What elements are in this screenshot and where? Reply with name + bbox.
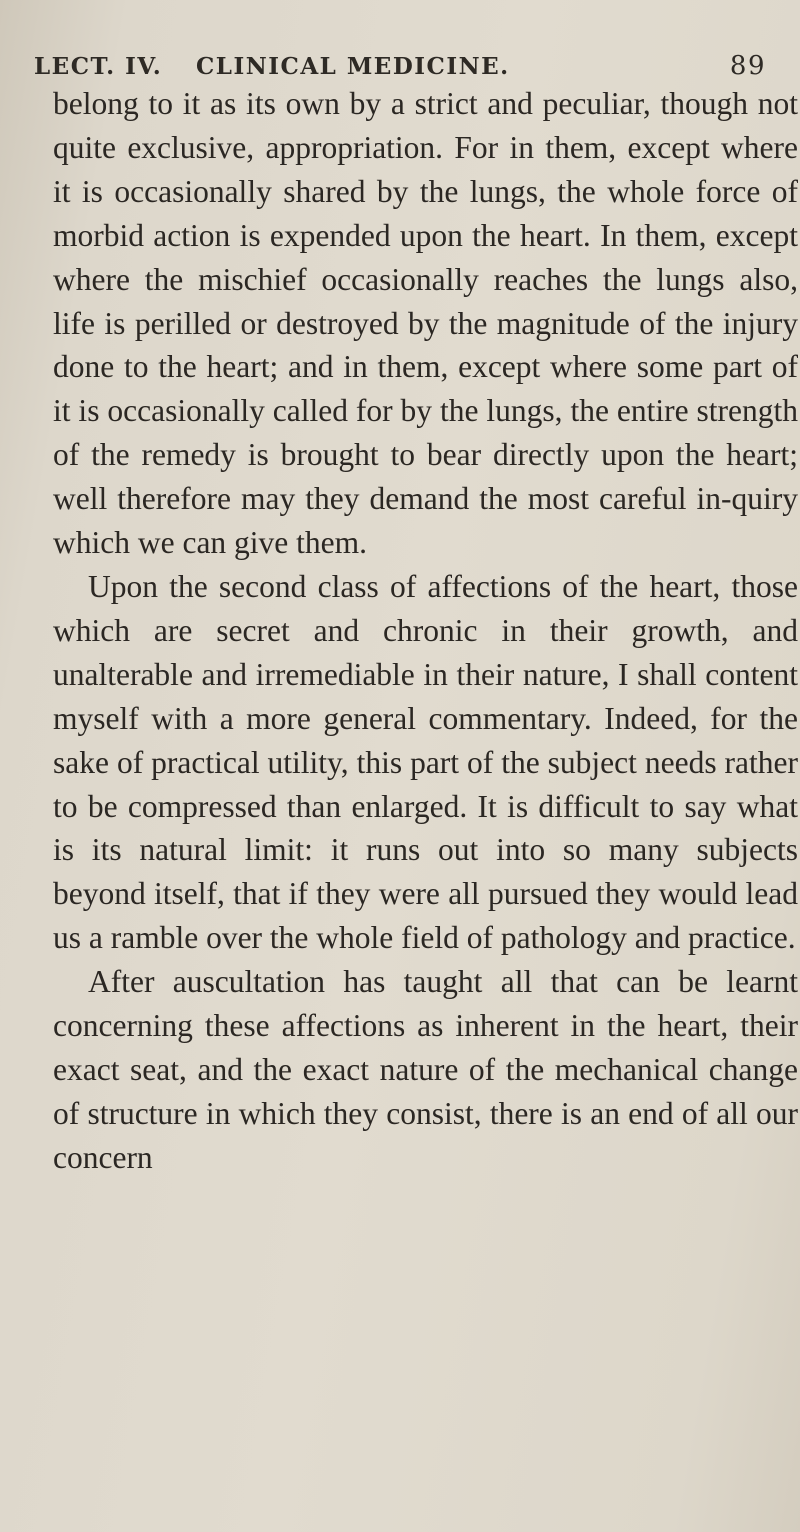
paragraph-2: Upon the second class of affections of the heart, those which are secret and chronic in their growth, and unalterable and irremediable in their nature, I shall content myself with a more general commentary. Indeed, for the sake of practical utility, this part of the subject needs rather to be compressed than enlarged. It is difficult to say what is its natural limit: it runs out into so many subjects beyond itself, that if they were all pursued they would lead us a ramble over the whole field of pathology and practice. xyxy=(53,568,798,956)
body-text xyxy=(53,82,798,1180)
lecture-number: LECT. IV. xyxy=(34,52,163,80)
paragraph-3: After auscultation has taught all that can be learnt concerning these affections as inherent in the heart, their exact seat, and the exact nature of the mechanical change of structure in which they consist, there is an end of all our concern xyxy=(53,964,798,1175)
page-number: 89 xyxy=(729,51,766,81)
paragraph-1: belong to it as its own by a strict and peculiar, though not quite exclusive, appropriation. For in them, except where it is occasionally shared by the lungs, the whole force of morbid action is expended upon the heart. In them, except where the mischief occasionally reaches the lungs also, life is perilled or destroyed by the magnitude of the injury done to the heart; and in them, except where some part of it is occasionally called for by the lungs, the entire strength of the remedy is brought to bear directly upon the heart; well therefore may they demand the most careful in-quiry which we can give them. xyxy=(53,86,798,561)
running-head xyxy=(34,49,776,83)
running-title: CLINICAL MEDICINE. xyxy=(196,52,510,80)
